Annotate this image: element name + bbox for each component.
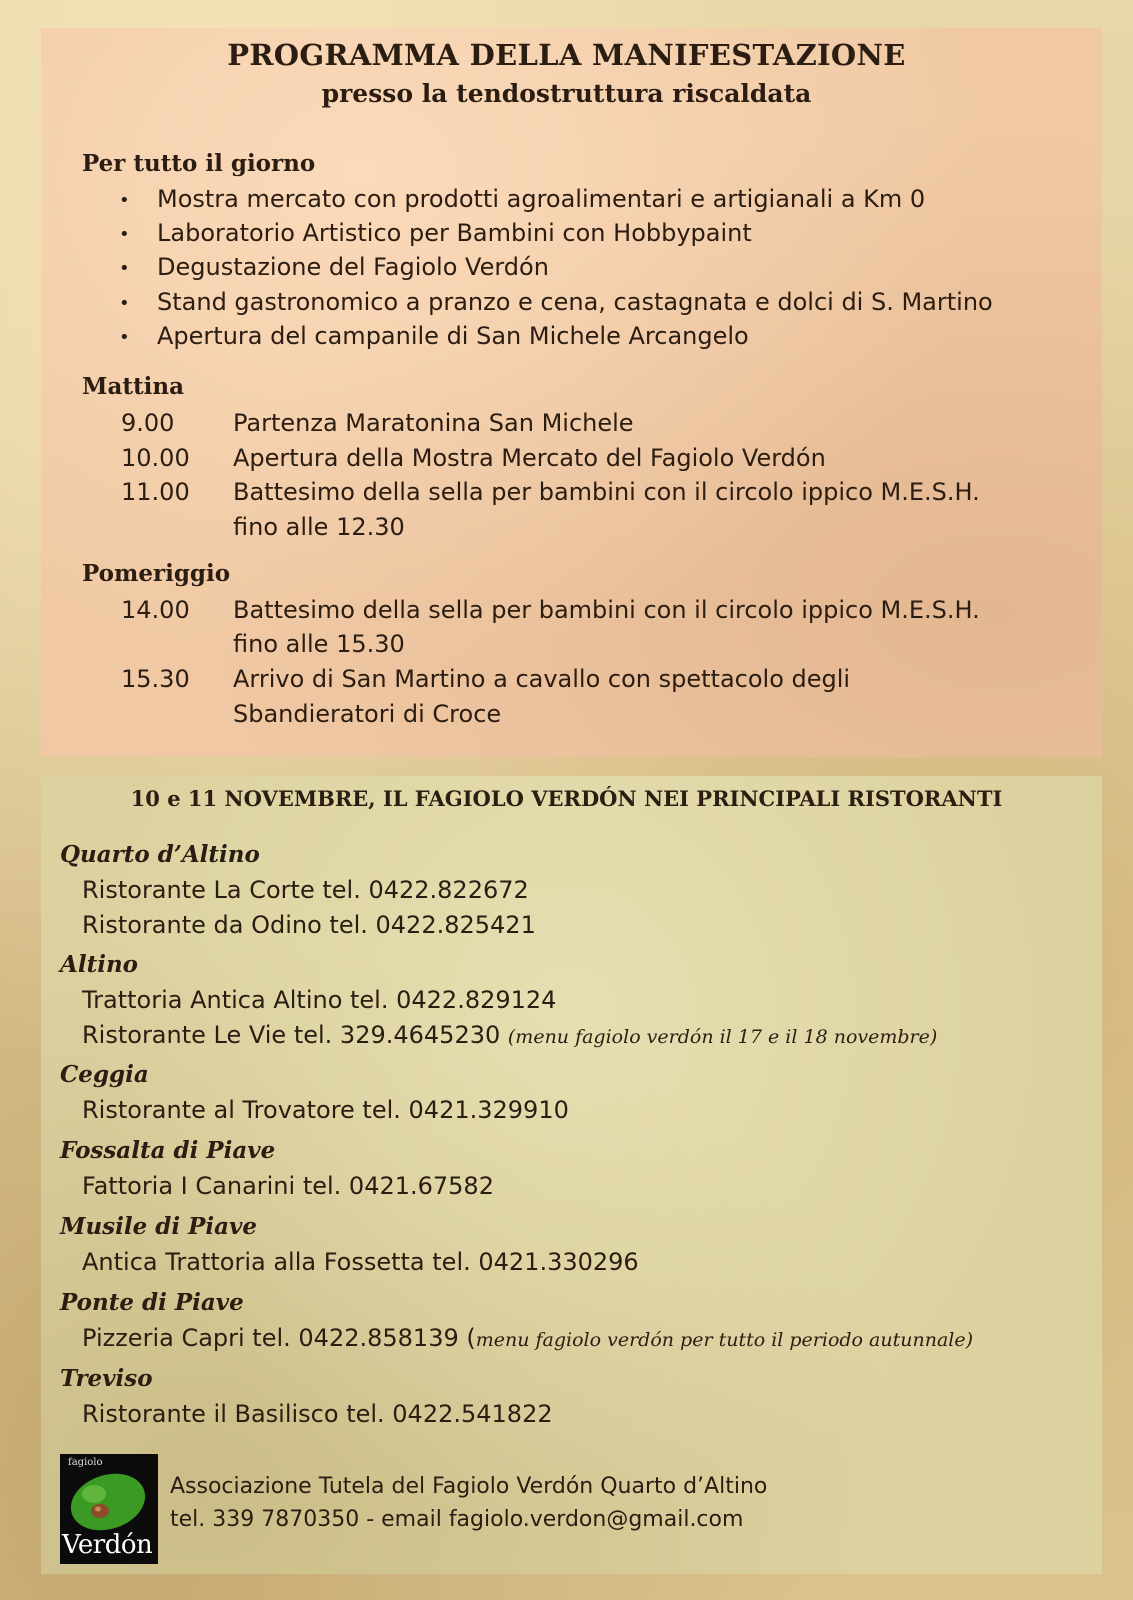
event-text: Arrivo di San Martino a cavallo con spettacolo degli (233, 665, 851, 693)
list-item: Laboratorio Artistico per Bambini con Hobbypaint (157, 219, 752, 247)
event-text-continued: fino alle 15.30 (233, 630, 405, 658)
logo-big-text: Verdón (62, 1530, 153, 1560)
restaurant-entry: Fattoria I Canarini tel. 0421.67582 (82, 1172, 494, 1200)
town-heading: Quarto d’Altino (60, 841, 260, 868)
town-heading: Musile di Piave (60, 1213, 258, 1240)
restaurant-entry-text: Pizzeria Capri tel. 0422.858139 ( (82, 1324, 476, 1352)
restaurant-entry: Ristorante al Trovatore tel. 0421.329910 (82, 1096, 569, 1124)
section-heading-all-day: Per tutto il giorno (82, 150, 316, 177)
event-time: 10.00 (121, 444, 190, 472)
restaurant-entry-text: Ristorante Le Vie tel. 329.4645230 (82, 1021, 508, 1049)
event-time: 9.00 (121, 409, 175, 437)
event-text-continued: Sbandieratori di Croce (233, 700, 502, 728)
restaurant-entry: Ristorante da Odino tel. 0422.825421 (82, 911, 536, 939)
bullet: • (119, 293, 130, 314)
town-heading: Treviso (60, 1365, 153, 1392)
bullet: • (119, 224, 130, 245)
restaurant-entry: Antica Trattoria alla Fossetta tel. 0421.330296 (82, 1248, 639, 1276)
list-item: Mostra mercato con prodotti agroalimentari e artigianali a Km 0 (157, 185, 926, 213)
event-text: Battesimo della sella per bambini con il circolo ippico M.E.S.H. (233, 596, 980, 624)
event-text: Partenza Maratonina San Michele (233, 409, 634, 437)
list-item: Apertura del campanile di San Michele Arcangelo (157, 322, 749, 350)
association-name: Associazione Tutela del Fagiolo Verdón Quarto d’Altino (170, 1474, 768, 1499)
restaurant-note: (menu fagiolo verdón il 17 e il 18 novembre) (507, 1026, 938, 1048)
event-time: 14.00 (121, 596, 190, 624)
page-subtitle: presso la tendostruttura riscaldata (321, 79, 812, 108)
town-heading: Ceggia (60, 1061, 149, 1088)
page-title: PROGRAMMA DELLA MANIFESTAZIONE (227, 38, 906, 72)
event-time: 15.30 (121, 665, 190, 693)
restaurant-entry (82, 1321, 973, 1357)
program-panel (41, 28, 1102, 757)
section-heading-afternoon: Pomeriggio (82, 560, 231, 587)
restaurants-title: 10 e 11 NOVEMBRE, IL FAGIOLO VERDÓN NEI PRINCIPALI RISTORANTI (130, 786, 1003, 811)
bullet: • (119, 327, 130, 348)
fagiolo-verdon-logo (60, 1454, 158, 1564)
section-heading-morning: Mattina (82, 373, 184, 400)
event-time: 11.00 (121, 478, 190, 506)
bullet: • (119, 190, 130, 211)
bullet: • (119, 258, 130, 279)
town-heading: Ponte di Piave (60, 1289, 244, 1316)
event-text: Battesimo della sella per bambini con il circolo ippico M.E.S.H. (233, 478, 980, 506)
logo-small-text: fagiolo (68, 1457, 103, 1468)
list-item: Degustazione del Fagiolo Verdón (157, 253, 549, 281)
town-heading: Fossalta di Piave (60, 1137, 276, 1164)
list-item: Stand gastronomico a pranzo e cena, castagnata e dolci di S. Martino (157, 288, 993, 316)
event-text-continued: fino alle 12.30 (233, 513, 405, 541)
restaurant-note: menu fagiolo verdón per tutto il periodo autunnale) (475, 1329, 973, 1351)
association-contact: tel. 339 7870350 - email fagiolo.verdon@gmail.com (170, 1507, 744, 1532)
event-text: Apertura della Mostra Mercato del Fagiolo Verdón (233, 444, 826, 472)
restaurant-entry: Trattoria Antica Altino tel. 0422.829124 (82, 986, 557, 1014)
restaurant-entry (82, 1018, 937, 1054)
restaurant-entry: Ristorante il Basilisco tel. 0422.541822 (82, 1400, 553, 1428)
restaurant-entry: Ristorante La Corte tel. 0422.822672 (82, 876, 529, 904)
town-heading: Altino (60, 951, 139, 978)
